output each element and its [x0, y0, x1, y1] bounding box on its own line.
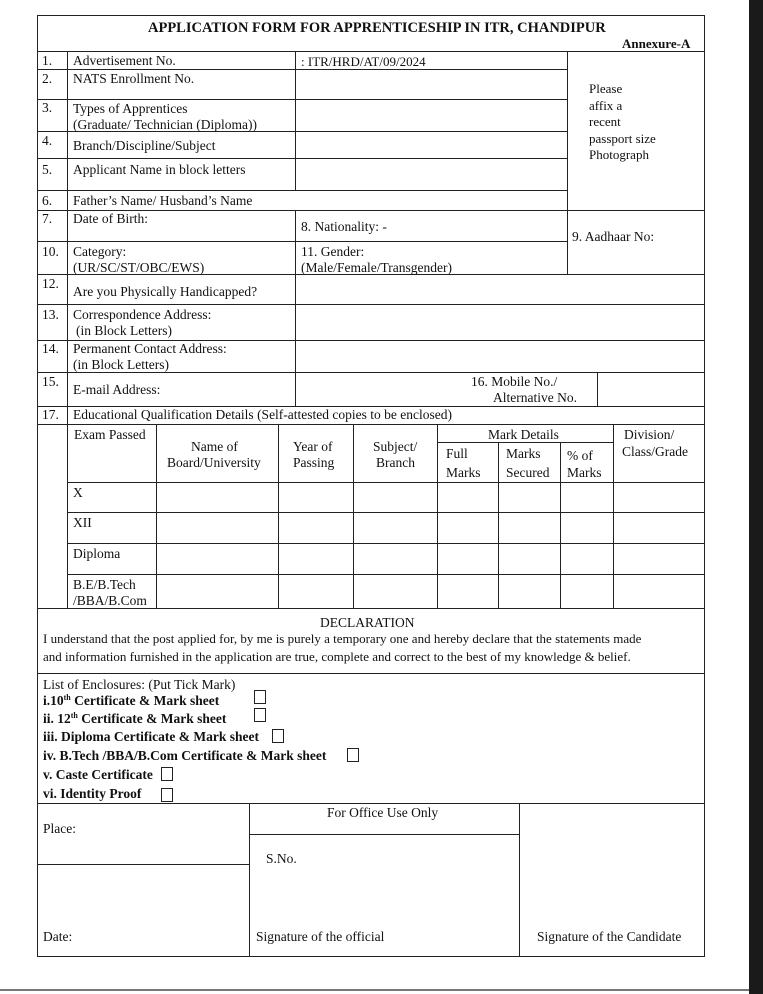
field-number: 10. [42, 244, 59, 259]
col-division: Division/ [624, 427, 675, 442]
dob-label: Date of Birth: [73, 211, 148, 226]
field-number: 7. [42, 211, 53, 226]
annexure-label: Annexure-A [622, 36, 691, 51]
photo-instruction: Please [589, 81, 623, 96]
correspondence-address-hint: (in Block Letters) [76, 323, 172, 338]
education-section-label: Educational Qualification Details (Self-attested copies to be enclosed) [73, 407, 452, 422]
rule [278, 424, 279, 609]
enclosure-item-12th: ii. 12th Certificate & Mark sheet [43, 711, 227, 726]
photo-instruction: recent [589, 114, 621, 129]
father-name-label: Father’s Name/ Husband’s Name [73, 193, 253, 208]
rule [67, 482, 704, 483]
field-number: 1. [42, 53, 53, 68]
field-number: 17. [42, 407, 59, 422]
rule [353, 424, 354, 609]
col-mark-details: Mark Details [488, 427, 559, 442]
email-field[interactable] [296, 373, 468, 405]
col-marks-secured: Marks [506, 446, 541, 461]
col-year: Passing [293, 455, 335, 470]
permanent-address-field[interactable] [296, 341, 703, 371]
apprentice-type-label: Types of Apprentices [73, 101, 188, 116]
form-title: APPLICATION FORM FOR APPRENTICESHIP IN ITR, CHANDIPUR [148, 20, 606, 36]
enclosure-item-10th: i.10th Certificate & Mark sheet [43, 693, 220, 708]
serial-no-label: S.No. [266, 851, 297, 866]
rule [37, 864, 249, 865]
col-subject: Subject/ [373, 439, 418, 454]
border-left [37, 15, 38, 957]
field-number: 14. [42, 341, 59, 356]
place-label: Place: [43, 821, 76, 836]
mobile-label: 16. Mobile No./ [471, 374, 558, 389]
correspondence-address-field[interactable] [296, 305, 703, 339]
official-signature-label: Signature of the official [256, 929, 385, 944]
rule [437, 424, 438, 609]
photo-instruction: affix a [589, 98, 623, 113]
rule [249, 803, 250, 957]
aadhaar-label: 9. Aadhaar No: [572, 229, 655, 244]
photo-instruction: passport size [589, 131, 656, 146]
handicapped-label: Are you Physically Handicapped? [73, 284, 258, 299]
rule [67, 512, 704, 513]
enclosure-item-diploma: iii. Diploma Certificate & Mark sheet [43, 729, 259, 744]
col-board: Board/University [167, 455, 261, 470]
border-top [37, 15, 704, 16]
applicant-name-field[interactable] [296, 159, 566, 189]
col-year: Year of [293, 439, 333, 454]
col-subject: Branch [376, 455, 415, 470]
category-hint: (UR/SC/ST/OBC/EWS) [73, 260, 205, 275]
exam-row-label: X [73, 485, 83, 500]
rule [67, 51, 68, 609]
enclosure-item-identity: vi. Identity Proof [43, 786, 142, 801]
rule [37, 673, 704, 674]
advertisement-no-value: : ITR/HRD/AT/09/2024 [301, 54, 426, 69]
declaration-heading: DECLARATION [320, 615, 415, 630]
field-number: 5. [42, 162, 53, 177]
exam-row-label: B.E/B.Tech [73, 577, 136, 592]
checkbox-degree[interactable] [347, 748, 359, 762]
col-full-marks: Full [446, 446, 468, 461]
correspondence-address-label: Correspondence Address: [73, 307, 212, 322]
checkbox-12th[interactable] [254, 708, 266, 722]
field-number: 4. [42, 133, 53, 148]
date-label: Date: [43, 929, 73, 944]
rule [67, 574, 704, 575]
permanent-address-label: Permanent Contact Address: [73, 341, 227, 356]
father-name-field[interactable] [296, 191, 566, 209]
gender-label: 11. Gender: [301, 244, 365, 259]
branch-field[interactable] [296, 132, 566, 157]
page-edge-shadow [749, 0, 763, 994]
exam-row-label: /BBA/B.Com [73, 593, 147, 608]
mobile-field[interactable] [598, 373, 703, 405]
candidate-signature-box[interactable] [520, 804, 703, 922]
enclosures-heading: List of Enclosures: (Put Tick Mark) [43, 677, 236, 692]
handicapped-field[interactable] [296, 275, 703, 303]
field-number: 2. [42, 71, 53, 86]
apprentice-type-field[interactable] [296, 100, 566, 130]
enclosure-item-degree: iv. B.Tech /BBA/B.Com Certificate & Mark sheet [43, 748, 327, 763]
exam-row-label: Diploma [73, 546, 121, 561]
page-bottom-edge [0, 989, 749, 991]
declaration-text: I understand that the post applied for, by me is purely a temporary one and hereby declare that the statements made [43, 631, 642, 646]
border-bottom [37, 956, 704, 957]
category-label: Category: [73, 244, 127, 259]
enclosure-item-caste: v. Caste Certificate [43, 767, 153, 782]
office-use-label: For Office Use Only [327, 805, 439, 820]
exam-row-label: XII [73, 515, 92, 530]
border-right [704, 15, 705, 957]
col-percent: Marks [567, 465, 602, 480]
col-board: Name of [191, 439, 238, 454]
rule [560, 442, 561, 609]
nats-enrollment-label: NATS Enrollment No. [73, 71, 195, 86]
gender-hint: (Male/Female/Transgender) [301, 260, 452, 275]
field-number: 15. [42, 374, 59, 389]
field-number: 3. [42, 100, 53, 115]
nats-enrollment-field[interactable] [296, 70, 566, 98]
rule [249, 834, 519, 835]
checkbox-diploma[interactable] [272, 729, 284, 743]
rule [498, 442, 499, 609]
checkbox-10th[interactable] [254, 690, 266, 704]
declaration-text: and information furnished in the application are true, complete and correct to the best of my knowledge & belief. [43, 649, 631, 664]
checkbox-caste[interactable] [161, 767, 173, 781]
apprentice-type-hint: (Graduate/ Technician (Diploma)) [73, 117, 257, 132]
permanent-address-hint: (in Block Letters) [73, 357, 169, 372]
field-number: 12. [42, 276, 59, 291]
photo-instruction: Photograph [589, 147, 649, 162]
nationality-label: 8. Nationality: - [301, 219, 387, 234]
col-division: Class/Grade [622, 444, 688, 459]
col-marks-secured: Secured [506, 465, 550, 480]
advertisement-no-label: Advertisement No. [73, 53, 176, 68]
rule [37, 424, 704, 425]
rule [613, 424, 614, 609]
checkbox-identity[interactable] [161, 788, 173, 802]
rule [67, 543, 704, 544]
col-full-marks: Marks [446, 465, 481, 480]
rule [37, 241, 567, 242]
applicant-name-label: Applicant Name in block letters [73, 162, 246, 177]
mobile-hint: Alternative No. [493, 390, 577, 405]
field-number: 13. [42, 307, 59, 322]
col-exam-passed: Exam Passed [74, 427, 146, 442]
field-number: 6. [42, 193, 53, 208]
candidate-signature-label: Signature of the Candidate [537, 929, 682, 944]
rule [156, 424, 157, 609]
email-label: E-mail Address: [73, 382, 161, 397]
col-percent: % of [567, 448, 593, 463]
branch-label: Branch/Discipline/Subject [73, 138, 216, 153]
